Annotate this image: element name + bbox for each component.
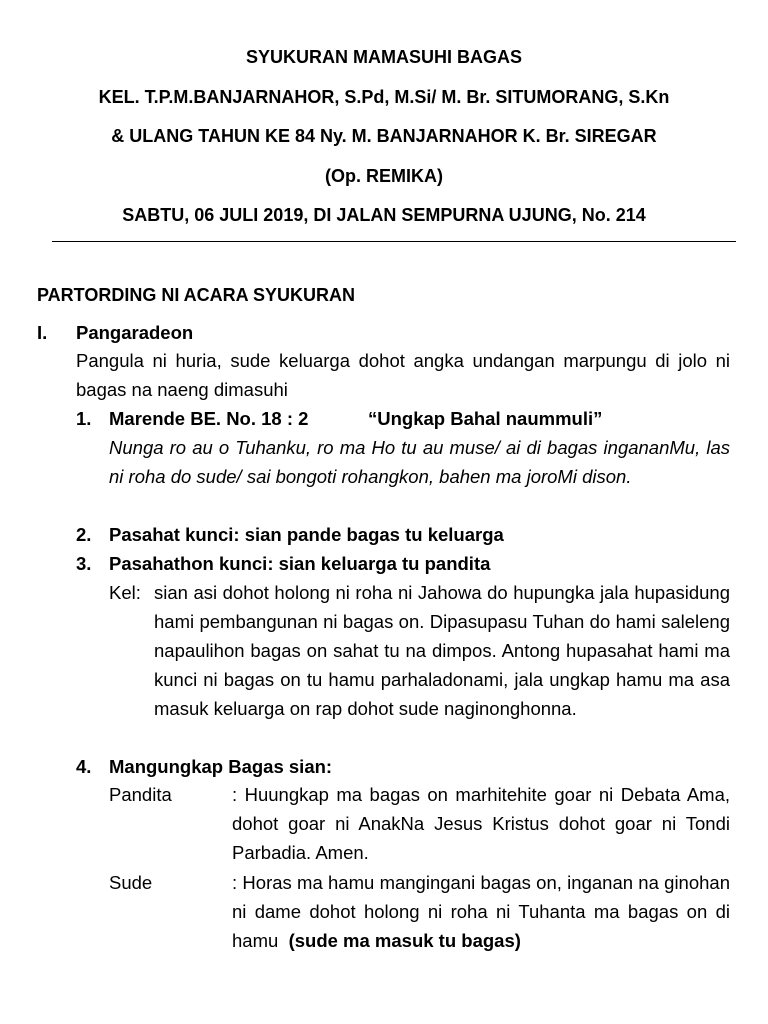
dialogue-speaker-pandita: Pandita [109, 784, 172, 805]
item-1-title: Marende BE. No. 18 : 2 [109, 408, 309, 429]
item-3-text: sian asi dohot holong ni roha ni Jahowa do hupungka jala hupasidung hami pembangunan ni bagas on. Dipasupasu Tuhan do hami saleleng napaulihon bagas on sahat tu na dimpos. Antong hupasahat hami ma kunci ni bagas on tu hamu parhaladonami, jala ungkap hamu ma asa masuk keluarga on rap dohot sude naginonghonna. [154, 582, 730, 719]
item-3-title: Pasahathon kunci: sian keluarga tu pandita [109, 553, 491, 574]
header-line-5: SABTU, 06 JULI 2019, DI JALAN SEMPURNA UJUNG, No. 214 [122, 205, 646, 225]
dialogue-text-pandita: : Huungkap ma bagas on marhitehite goar ni Debata Ama, dohot goar ni AnakNa Jesus Kristus dohot goar ni Tondi Parbadia. Amen. [232, 784, 730, 863]
header-line-4: (Op. REMIKA) [325, 166, 443, 186]
item-2-title: Pasahat kunci: sian pande bagas tu keluarga [109, 524, 504, 545]
item-4-number: 4. [76, 756, 92, 777]
item-1-subtitle: “Ungkap Bahal naummuli” [368, 408, 603, 429]
item-3-speaker: Kel: [109, 582, 141, 603]
item-1-number: 1. [76, 408, 92, 429]
item-1-text: Nunga ro au o Tuhanku, ro ma Ho tu au muse/ ai di bagas inganan​Mu, las ni roha do sude/ sai bongoti rohangkon, bahen ma joro​Mi dison. [109, 437, 730, 487]
dialogue-speaker-sude: Sude [109, 872, 153, 893]
header-line-3: & ULANG TAHUN KE 84 Ny. M. BANJARNAHOR K. Br. SIREGAR [111, 126, 657, 146]
item-3-number: 3. [76, 553, 92, 574]
dialogue-text-sude: : Horas ma hamu mangingani bagas on, inganan na ginohan ni dame dohot holong ni roha ni Tuhanta ma bagas on di hamu [232, 872, 730, 951]
part-intro: Pangula ni huria, sude keluarga dohot angka undangan marpungu di jolo ni bagas na naeng dimasuhi [76, 350, 730, 400]
part-numeral: I. [37, 322, 48, 343]
header-line-1: SYUKURAN MAMASUHI BAGAS [245, 47, 522, 67]
dialogue-block-sude [232, 868, 730, 955]
item-4-title: Mangungkap Bagas sian: [109, 756, 333, 777]
dialogue-emphasis-sude: (sude ma masuk tu bagas) [288, 930, 521, 951]
header-divider [52, 241, 736, 242]
section-title: PARTORDING NI ACARA SYUKURAN [37, 285, 356, 305]
part-title: Pangaradeon [76, 322, 194, 343]
item-2-number: 2. [76, 524, 92, 545]
header-line-2: KEL. T.P.M.BANJARNAHOR, S.Pd, M.Si/ M. Br. SITUMORANG, S.Kn [98, 87, 670, 107]
